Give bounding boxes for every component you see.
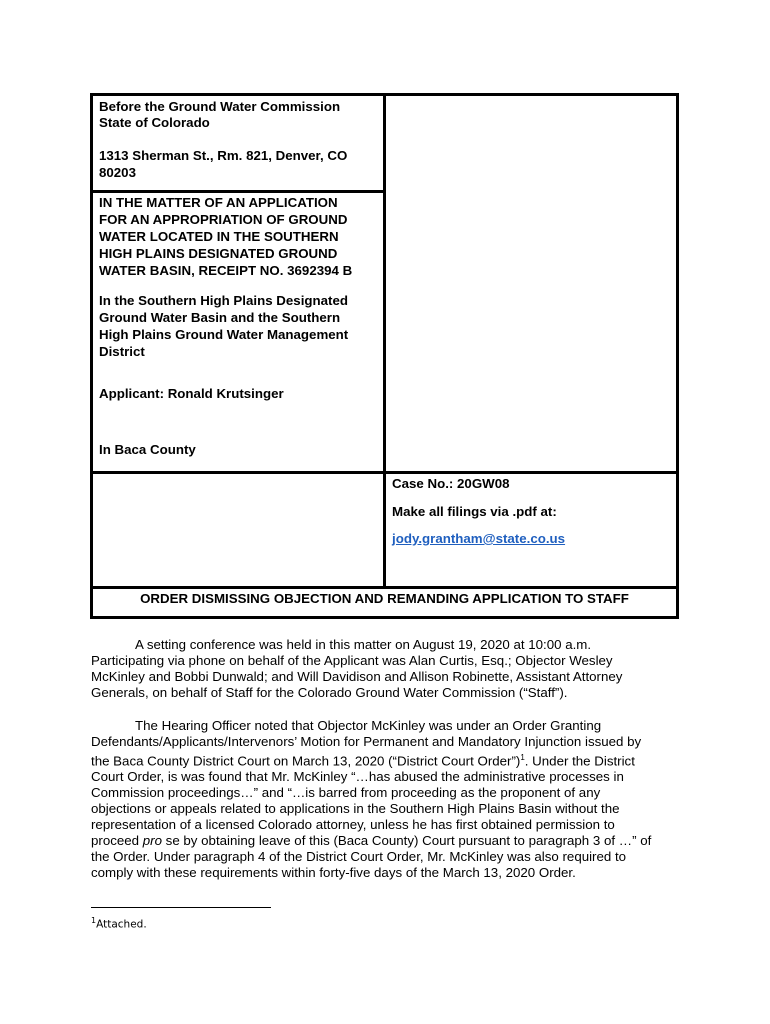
- body-line: Generals, on behalf of Staff for the Colorado Ground Water Commission (“Staff”).: [91, 685, 568, 700]
- paragraph-setting-conference: [91, 637, 691, 701]
- footnote: [91, 916, 147, 931]
- body-line: objections or appeals related to applications in the Southern High Plains Basin without the: [91, 801, 620, 817]
- body-line: The Hearing Officer noted that Objector McKinley was under an Order Granting: [135, 718, 602, 733]
- case-number-cell: [386, 471, 676, 589]
- footnote-mark: 1: [91, 916, 97, 925]
- pro-italic: pro: [142, 833, 162, 849]
- paragraph-hearing-officer: [91, 718, 691, 881]
- court-use-cell: [386, 96, 676, 471]
- court-address: 1313 Sherman St., Rm. 821, Denver, CO: [99, 148, 348, 163]
- body-line: representation of a licensed Colorado attorney, unless he has first obtained permission to: [91, 817, 615, 833]
- footnote-separator: [91, 907, 271, 908]
- body-line: A setting conference was held in this matter on August 19, 2020 at 10:00 a.m.: [135, 637, 592, 652]
- case-number: Case No.: 20GW08: [392, 476, 510, 491]
- order-title: ORDER DISMISSING OBJECTION AND REMANDING APPLICATION TO STAFF: [140, 591, 629, 606]
- matter-line: WATER LOCATED IN THE SOUTHERN: [99, 229, 339, 244]
- basin-line: Ground Water Basin and the Southern: [99, 310, 341, 325]
- footnote-reference[interactable]: 1: [520, 753, 525, 762]
- matter-line: IN THE MATTER OF AN APPLICATION: [99, 195, 338, 210]
- basin-line: District: [99, 344, 145, 359]
- body-line: McKinley and Bobbi Dunwald; and Will Davidison and Allison Robinette, Assistant Attorney: [91, 669, 623, 684]
- body-line-tail: . Under the District: [524, 753, 635, 769]
- footnote-text: Attached.: [96, 918, 147, 931]
- blank-case-cell: [93, 471, 386, 589]
- order-title-row: [93, 589, 676, 616]
- body-line: Court Order, is was found that Mr. McKinley “…has abused the administrative processes in: [91, 769, 624, 785]
- county-name: In Baca County: [99, 442, 196, 457]
- body-line: Participating via phone on behalf of the Applicant was Alan Curtis, Esq.; Objector Wesley: [91, 653, 613, 668]
- applicant-name: Applicant: Ronald Krutsinger: [99, 386, 284, 401]
- filings-instruction: Make all filings via .pdf at:: [392, 504, 557, 519]
- matter-line: WATER BASIN, RECEIPT NO. 3692394 B: [99, 263, 353, 278]
- court-zip: 80203: [99, 165, 136, 180]
- matter-line: HIGH PLAINS DESIGNATED GROUND: [99, 246, 338, 261]
- matter-cell: [93, 193, 386, 471]
- body-line: the Baca County District Court on March 13, 2020 (“District Court Order”): [91, 753, 521, 769]
- matter-line: FOR AN APPROPRIATION OF GROUND: [99, 212, 348, 227]
- basin-line: In the Southern High Plains Designated: [99, 293, 348, 308]
- court-state: State of Colorado: [99, 115, 210, 130]
- body-line: se by obtaining leave of this (Baca County) Court pursuant to paragraph 3 of …” of: [165, 833, 652, 849]
- basin-line: High Plains Ground Water Management: [99, 327, 349, 342]
- court-name: Before the Ground Water Commission: [99, 99, 341, 114]
- body-line-head: proceed: [91, 833, 143, 849]
- body-line: comply with these requirements within forty-five days of the March 13, 2020 Order.: [91, 865, 576, 881]
- court-info-cell: [93, 96, 386, 193]
- filing-email-link[interactable]: jody.grantham@state.co.us: [392, 531, 566, 546]
- body-line: Commission proceedings…” and “…is barred from proceeding as the proponent of any: [91, 785, 601, 801]
- body-line: the Order. Under paragraph 4 of the District Court Order, Mr. McKinley was also required to: [91, 849, 627, 865]
- body-line: Defendants/Applicants/Intervenors’ Motion for Permanent and Mandatory Injunction issued by: [91, 734, 642, 749]
- case-caption-box: [90, 93, 679, 619]
